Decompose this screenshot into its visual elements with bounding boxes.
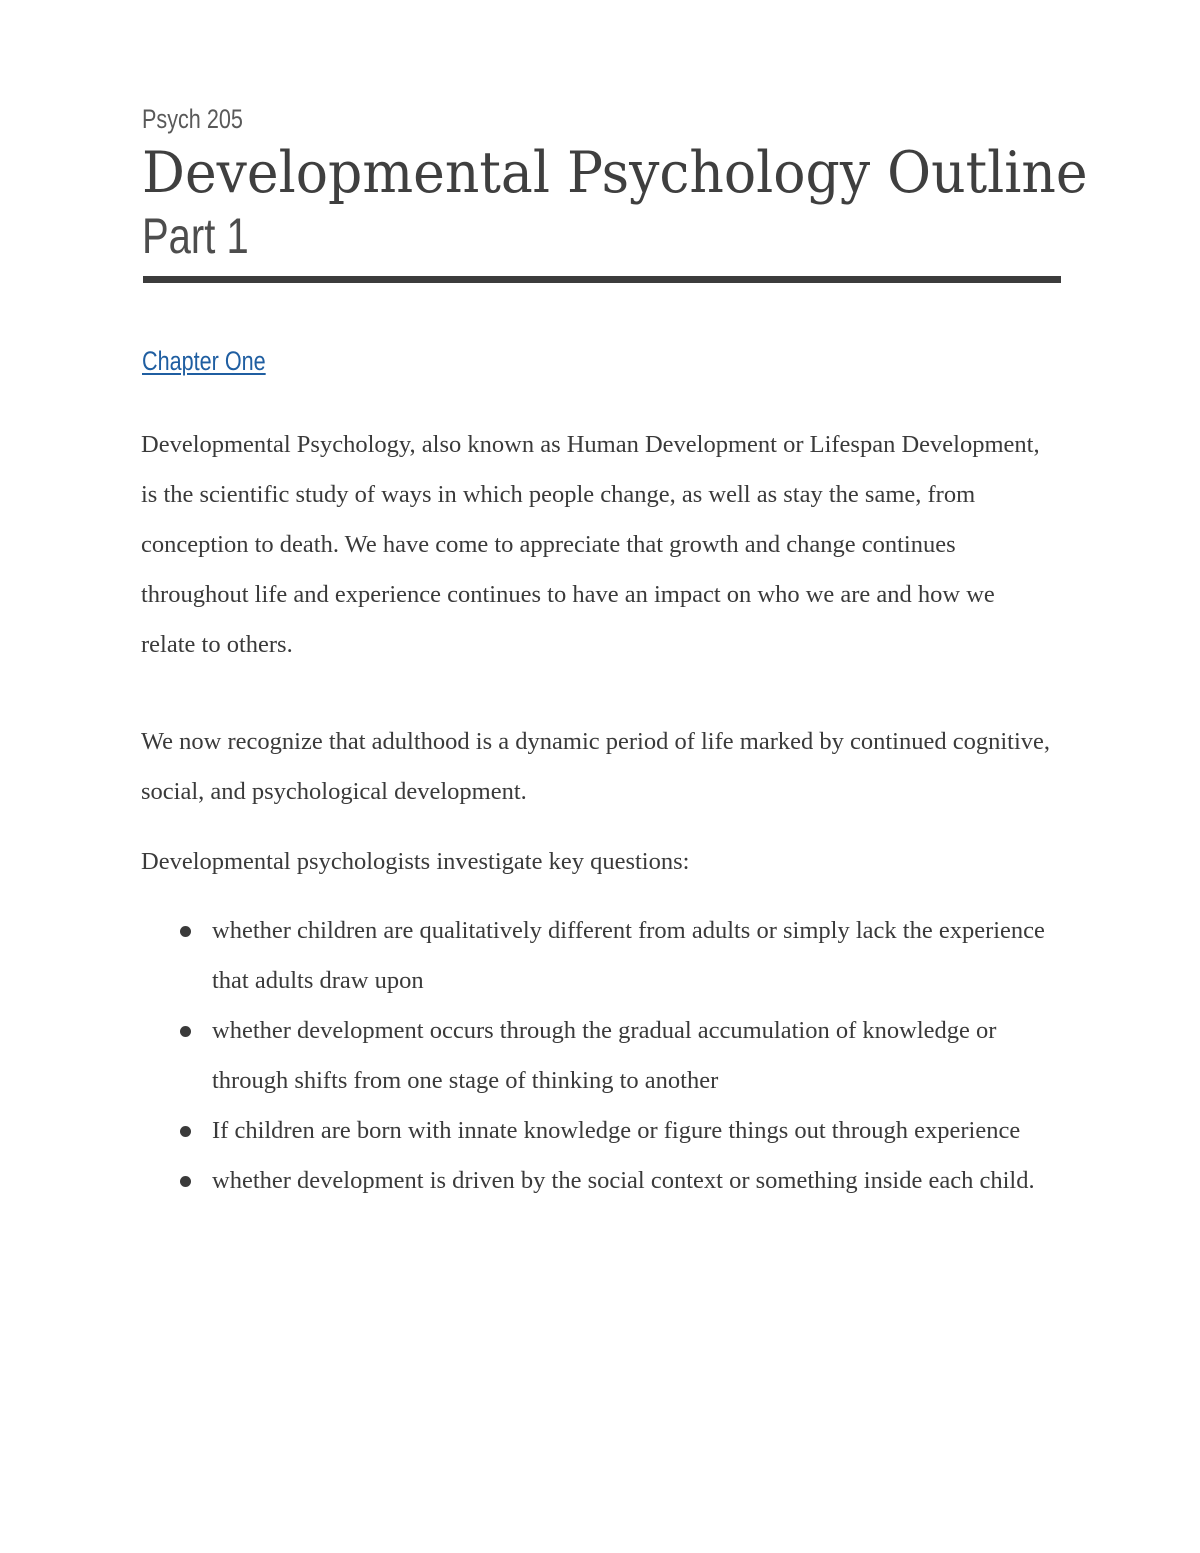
bullet-icon — [180, 1126, 191, 1137]
list-item-text: whether development occurs through the gradual accumulation of knowledge or through shifts from one stage of thinking to another — [212, 1017, 997, 1094]
list-item-text: whether development is driven by the social context or something inside each child. — [212, 1167, 1035, 1194]
adulthood-paragraph: We now recognize that adulthood is a dynamic period of life marked by continued cognitive, social, and psychological development. — [141, 728, 1051, 805]
key-questions-intro: Developmental psychologists investigate key questions: — [141, 848, 690, 875]
list-item — [141, 1006, 1053, 1106]
bullet-icon — [180, 1176, 191, 1187]
course-label: Psych 205 — [142, 104, 243, 134]
list-item-text: If children are born with innate knowledge or figure things out through experience — [212, 1117, 1021, 1144]
list-item — [141, 1156, 1053, 1206]
document-subtitle: Part 1 — [142, 208, 249, 264]
list-item — [141, 906, 1053, 1006]
chapter-heading-link[interactable]: Chapter One — [142, 346, 266, 376]
bullet-icon — [180, 926, 191, 937]
title-divider — [143, 276, 1061, 283]
key-questions-list — [141, 906, 1053, 1206]
list-item-text: whether children are qualitatively different from adults or simply lack the experience that adults draw upon — [212, 917, 1045, 994]
document-title: Developmental Psychology Outline — [142, 140, 1088, 206]
list-item — [141, 1106, 1053, 1156]
intro-paragraph: Developmental Psychology, also known as Human Development or Lifespan Development, is the scientific study of ways in which people change, as well as stay the same, from conception to death. We have come to appreciate that growth and change continues throughout life and experience continues to have an impact on who we are and how we relate to others. — [141, 431, 1040, 658]
bullet-icon — [180, 1026, 191, 1037]
